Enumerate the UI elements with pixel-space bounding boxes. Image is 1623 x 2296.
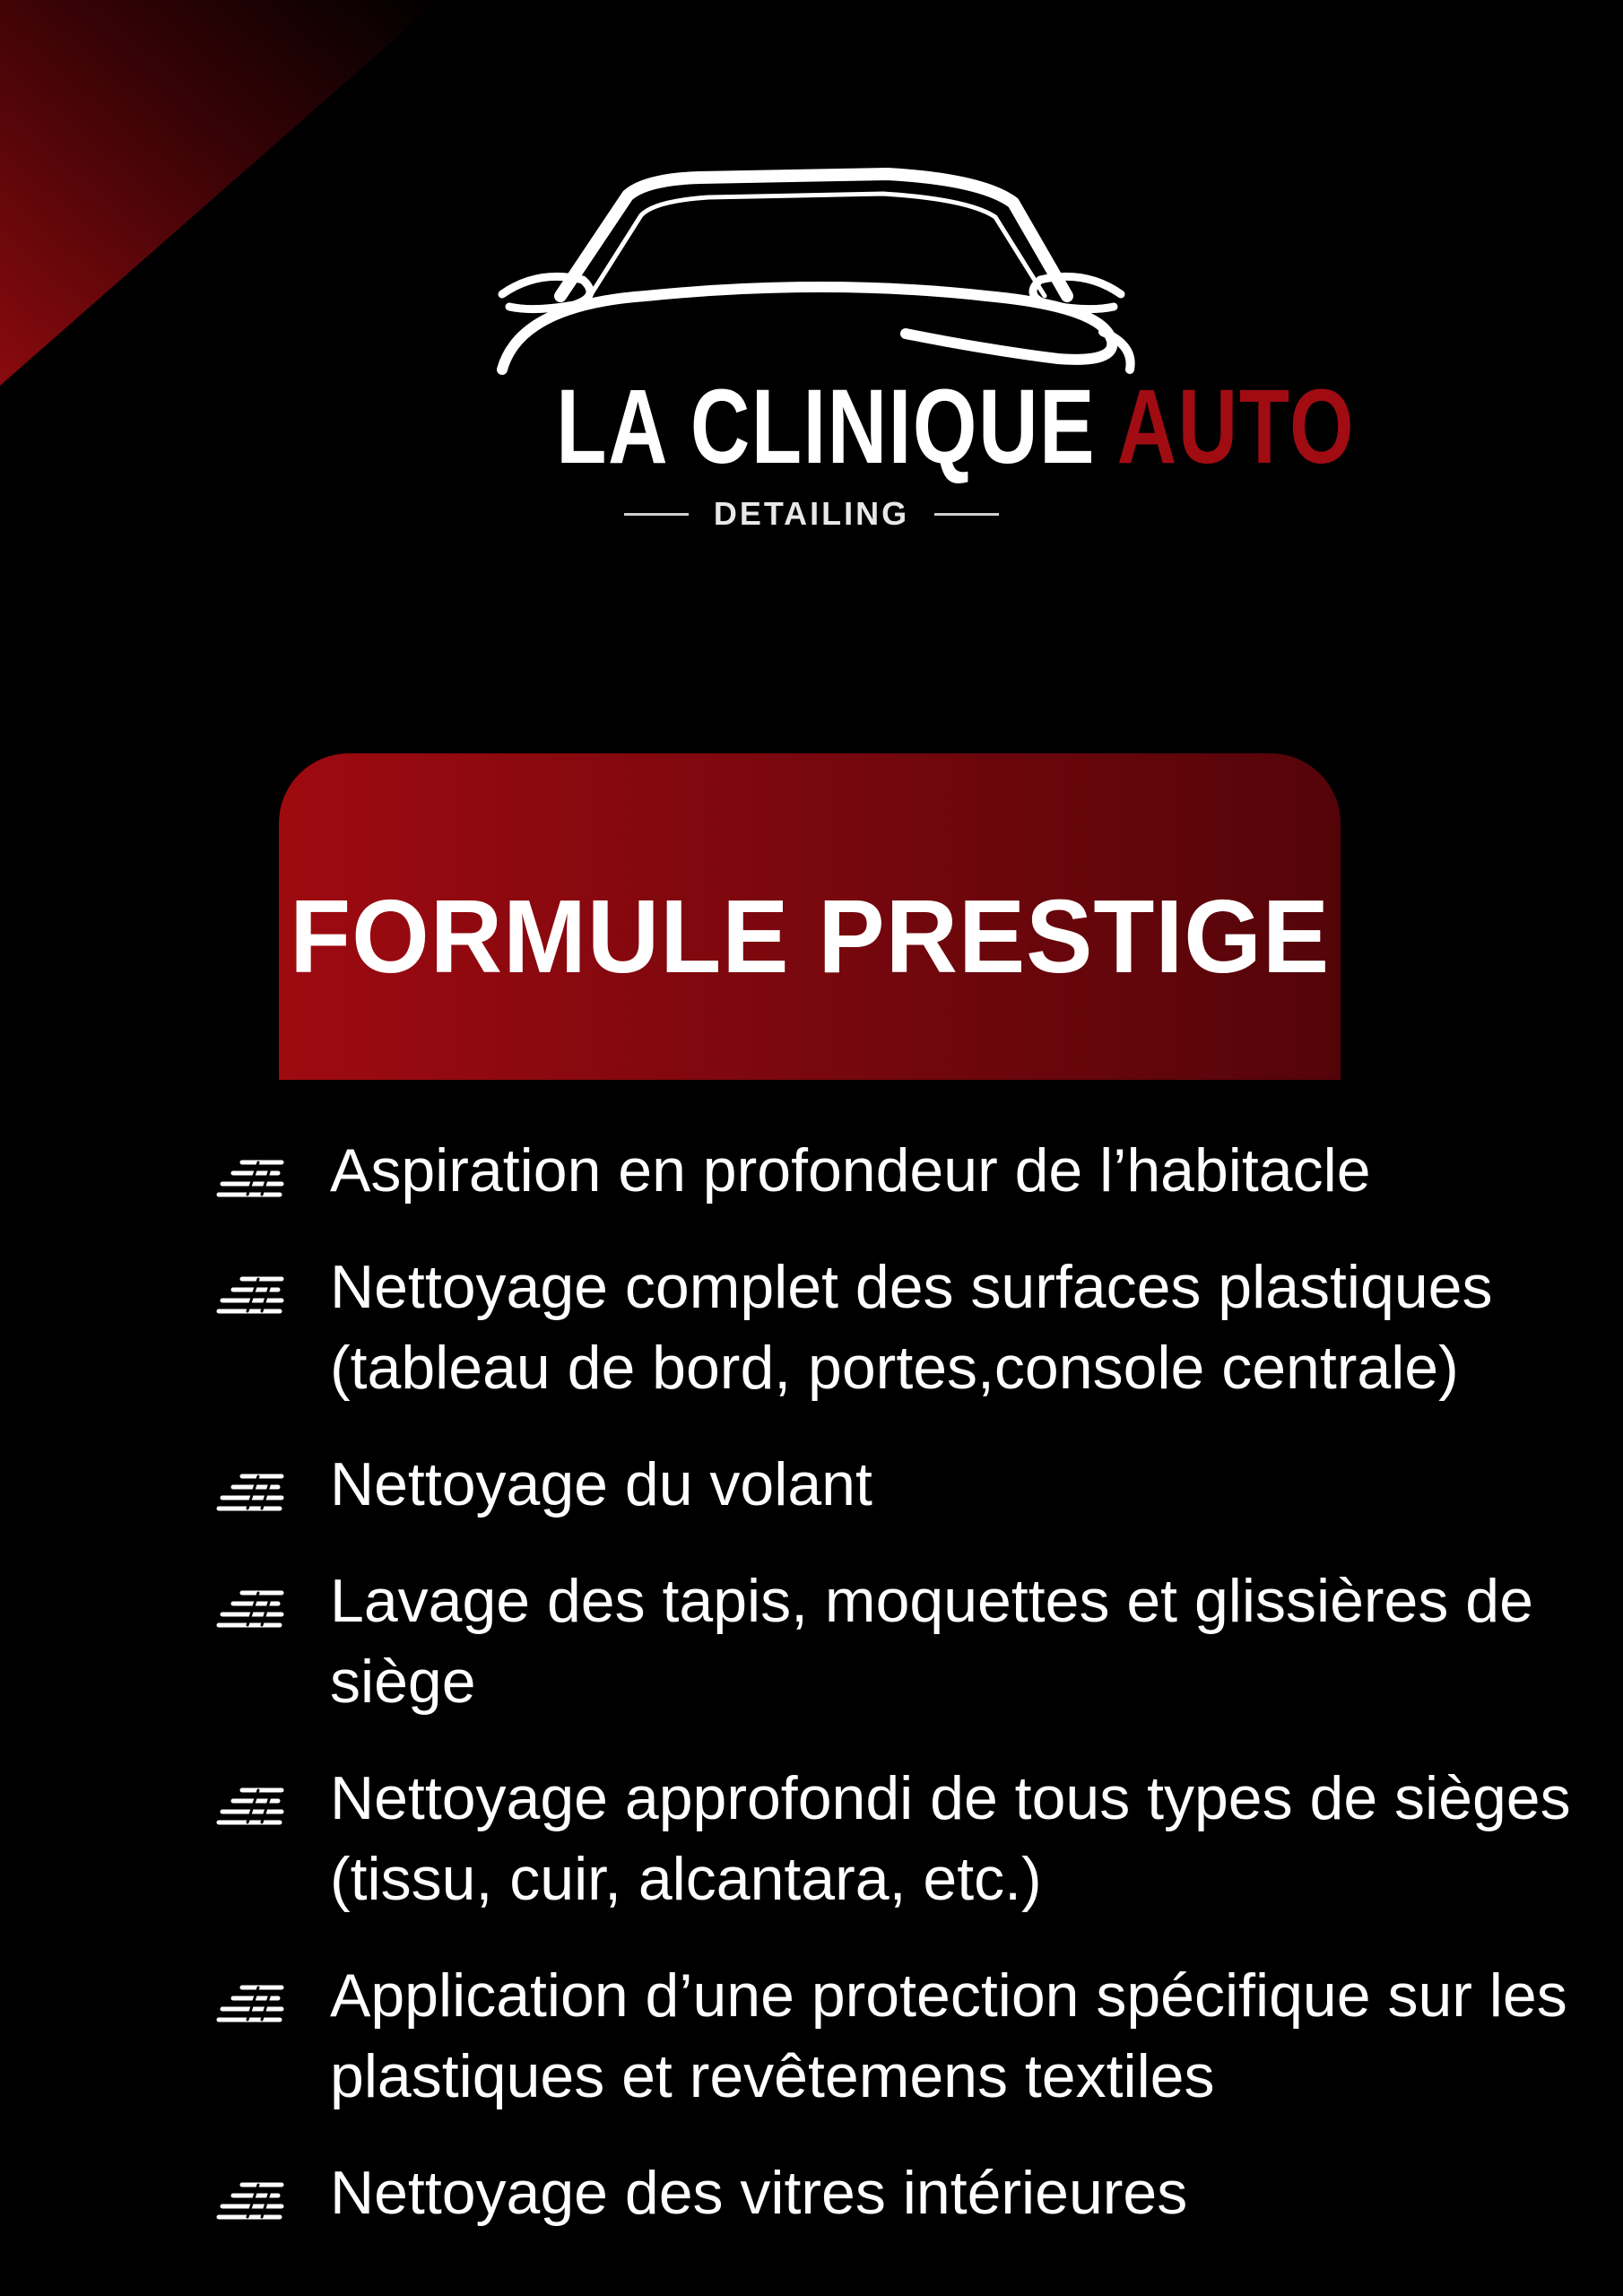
speed-lines-icon xyxy=(215,1982,287,2027)
speed-lines-icon xyxy=(215,1157,287,1202)
brand-subtitle: DETAILING xyxy=(713,495,910,532)
feature-text: Lavage des tapis, moquettes et glissières de siège xyxy=(330,1567,1533,1716)
brand-name xyxy=(556,366,1356,488)
feature-text: Application d’une protection spécifique sur les plastiques et revêtemens textiles xyxy=(330,1961,1567,2110)
subtitle-divider-right xyxy=(934,513,999,516)
speed-lines-icon xyxy=(215,1785,287,1830)
list-item xyxy=(215,1247,1578,1408)
feature-list xyxy=(215,1130,1578,2269)
speed-lines-icon xyxy=(215,2179,287,2224)
feature-text: Nettoyage approfondi de tous types de sièges (tissu, cuir, alcantara, etc.) xyxy=(330,1764,1571,1913)
corner-accent xyxy=(0,0,466,395)
subtitle-divider-left xyxy=(624,513,689,516)
list-item xyxy=(215,1130,1578,1211)
brand-name-white: LA CLINIQUE xyxy=(556,368,1097,486)
speed-lines-icon xyxy=(215,1274,287,1318)
feature-text: Nettoyage du volant xyxy=(330,1450,872,1518)
page-title: FORMULE PRESTIGE xyxy=(290,878,1330,995)
speed-lines-icon xyxy=(215,1471,287,1516)
brand-subtitle-row xyxy=(484,495,1139,533)
list-item xyxy=(215,1444,1578,1525)
brand-logo xyxy=(484,161,1356,538)
feature-text: Nettoyage des vitres intérieures xyxy=(330,2159,1188,2227)
list-item xyxy=(215,1758,1578,1919)
feature-text: Nettoyage complet des surfaces plastiques (tableau de bord, portes,console centrale) xyxy=(330,1253,1493,1402)
title-panel xyxy=(279,753,1341,1080)
speed-lines-icon xyxy=(215,1587,287,1632)
feature-text: Aspiration en profondeur de l’habitacle xyxy=(330,1136,1371,1205)
brand-name-red: AUTO xyxy=(1116,368,1356,486)
list-item xyxy=(215,1561,1578,1722)
car-silhouette-icon xyxy=(484,161,1139,386)
list-item xyxy=(215,2152,1578,2233)
list-item xyxy=(215,1955,1578,2117)
